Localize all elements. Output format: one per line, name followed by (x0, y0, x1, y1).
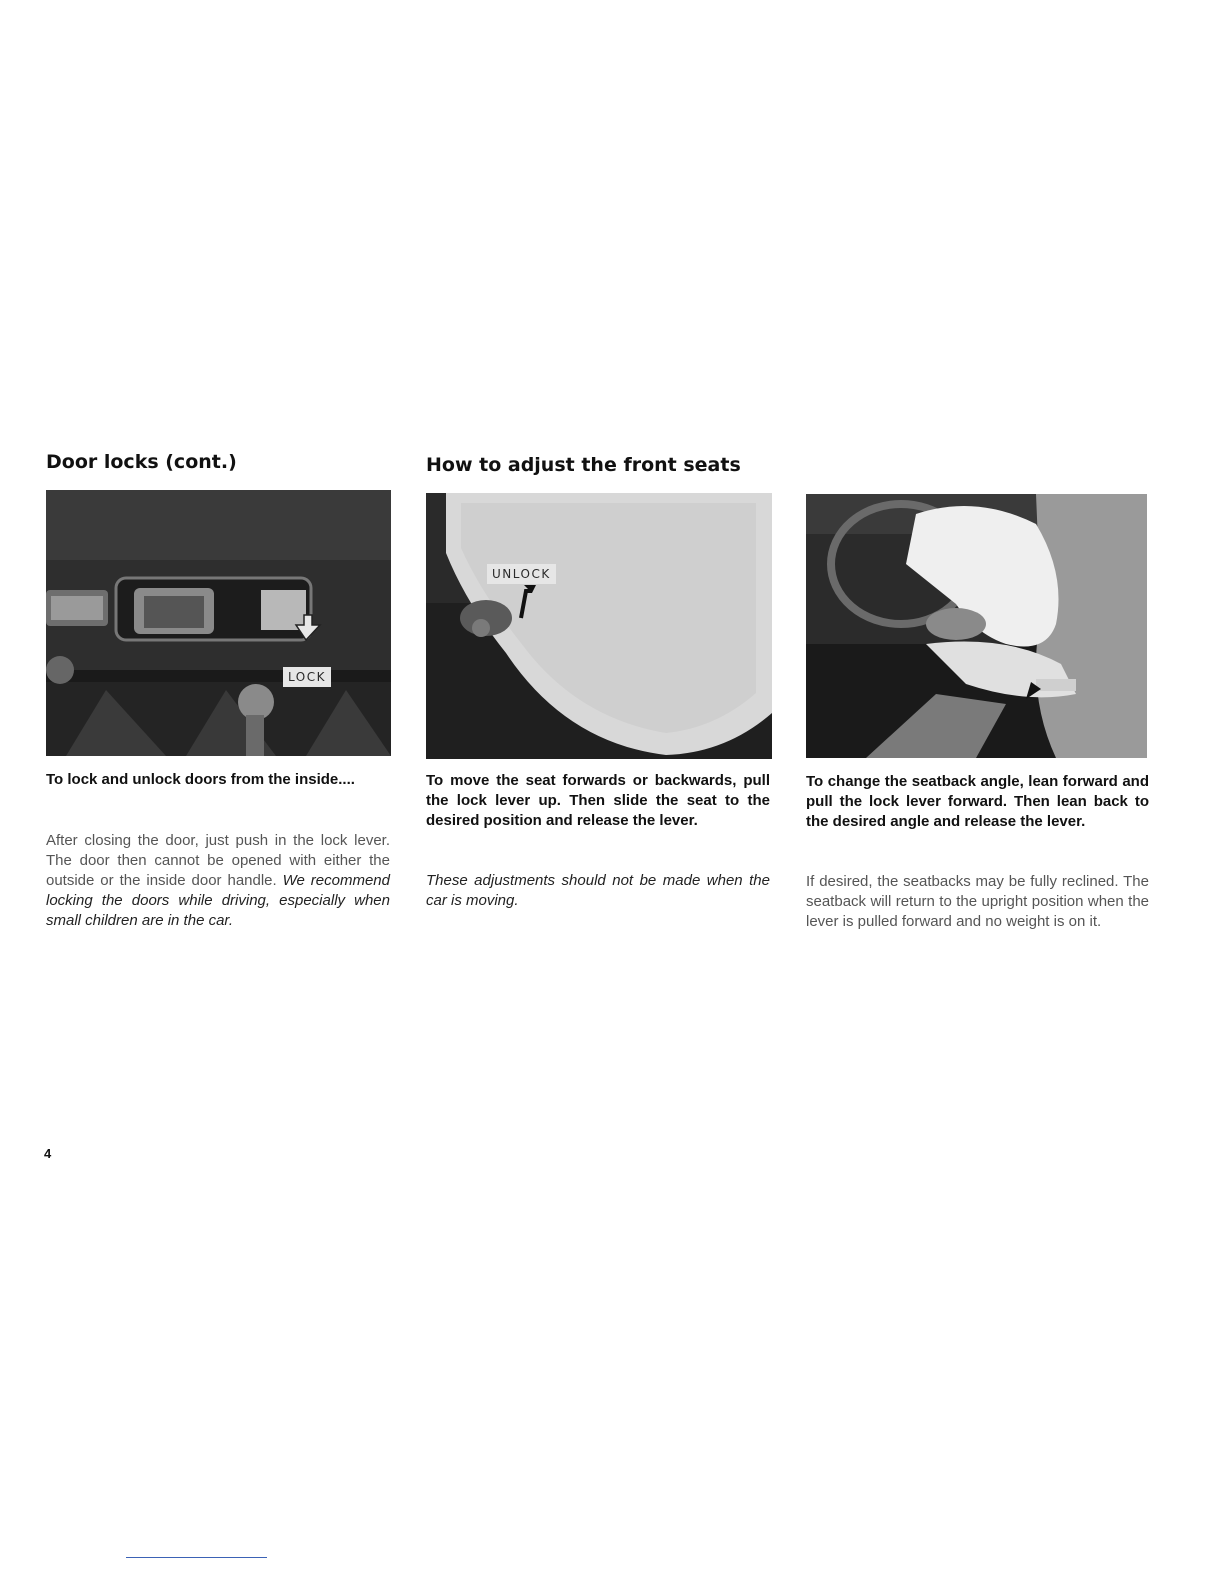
door-locks-instruction: To lock and unlock doors from the inside.... (46, 771, 355, 788)
front-seats-heading: How to adjust the front seats (426, 454, 741, 476)
seat-lever-photo (426, 493, 772, 759)
page-number: 4 (44, 1146, 52, 1161)
unlock-callout: UNLOCK (487, 564, 556, 584)
door-locks-body-italic: We recommend locking the doors while driving, especially when small children are in the car. (46, 872, 390, 929)
front-seats-caution: These adjustments should not be made when the car is moving. (426, 872, 770, 909)
door-lock-photo (46, 490, 391, 756)
door-locks-heading: Door locks (cont.) (46, 451, 237, 473)
footer-rule (126, 1557, 267, 1558)
lock-callout: LOCK (283, 667, 331, 687)
seatback-body: If desired, the seatbacks may be fully reclined. The seatback will return to the upright position when the lever is pulled forward and no weight is on it. (806, 873, 1149, 930)
door-locks-body-plain: After closing the door, just push in the lock lever. The door then cannot be opened with either the outside or the inside door handle. (46, 832, 390, 889)
seatback-instruction: To change the seatback angle, lean forward and pull the lock lever forward. Then lean back to the desired angle and release the lever. (806, 773, 1149, 830)
seatback-photo (806, 494, 1147, 758)
front-seats-instruction: To move the seat forwards or backwards, pull the lock lever up. Then slide the seat to the desired position and release the lever. (426, 772, 770, 829)
door-locks-body (46, 831, 390, 931)
